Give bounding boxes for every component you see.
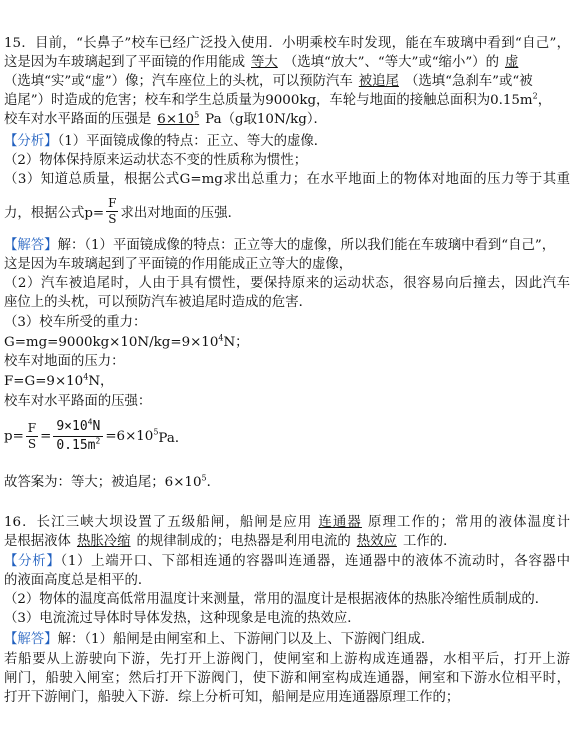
analysis-label: 【分析】: [4, 554, 61, 569]
q16-answer-blank-3: 热效应: [356, 534, 397, 549]
q16-answer-blank-1: 连通器: [318, 515, 362, 530]
q15-solution-line-3: （2）汽车被追尾时，人由于具有惯性，要保持原来的运动状态，很容易向后撞去，因此汽车: [4, 276, 570, 291]
q16-line-2: 是根据液体 热胀冷缩 的规律制成的；电热器是利用电流的 热效应 工作的．: [4, 534, 457, 549]
q15-answer-blank-2: 虚: [504, 55, 519, 70]
q16-line-1: 16．长江三峡大坝设置了五级船闸，船闸是应用 连通器 原理工作的；常用的液体温度计: [4, 515, 570, 530]
q16-solution-line-4: 打开下游闸门，船驶入下游．综上分析可知，船闸是应用连通器原理工作的；: [4, 690, 460, 705]
q16-analysis-line-2: 的液面高度总是相平的．: [4, 573, 152, 588]
q15-analysis-line-3: （3）知道总质量，根据公式G=mg求出总重力；在水平地面上的物体对地面的压力等于其重: [4, 172, 570, 187]
q15-line-2: 这是因为车玻璃起到了平面镜的作用能成 等大 （选填“放大”、“等大”或“缩小”）的 虚: [4, 53, 570, 72]
q15-answer-blank-4: $6\times 10^5$: [157, 110, 200, 127]
q15-line-4: 追尾”）时造成的危害；校车和学生总质量为9000kg，车轮与地面的接触总面积为$0.15m^2$，: [4, 91, 552, 108]
q15-solution-line-1: 【解答】解：（1）平面镜成像的特点：正立等大的虚像，所以我们能在车玻璃中看到“自己”，: [4, 238, 556, 253]
q15-solution-line-8: $F=G=9\times 10^4N$，: [4, 372, 114, 389]
q16-solution-line-1: 【解答】解：（1）船闸是由闸室和上、下游闸门以及上、下游阀门组成．: [4, 632, 435, 647]
fraction-f-over-s: $\frac{F}{S}$: [108, 196, 117, 226]
q15-line-5: 校车对水平路面的压强是 $6\times 10^5$ Pa（g取10N/kg）．: [4, 110, 327, 127]
q15-line-3: （选填“实”或“虚”）像；汽车座位上的头枕，可以预防汽车 被追尾 （选填“急刹车”或“被: [4, 74, 533, 89]
q15-solution-line-7: 校车对地面的压力：: [4, 354, 125, 369]
q15-solution-line-5: （3）校车所受的重力：: [4, 315, 147, 330]
q15-solution-line-6: $G=mg=9000kg\times 10N/kg=9\times 10^4N$；: [4, 333, 249, 350]
q16-analysis-line-3: （2）物体的温度高低常用温度计来测量，常用的温度计是根据液体的热胀冷缩性质制成的．: [4, 592, 549, 607]
q16-analysis-line-4: （3）电流流过导体时导体发热，这种现象是电流的热效应．: [4, 611, 361, 626]
solution-label: 【解答】: [4, 238, 58, 253]
q15-solution-line-4: 座位上的头枕，可以预防汽车被追尾时造成的危害．: [4, 295, 312, 310]
fraction-f-over-s: $\frac{F}{S}$: [27, 421, 37, 451]
q15-solution-line-2: 这是因为车玻璃起到了平面镜的作用能成正立等大的虚像，: [4, 257, 353, 272]
fraction-force-over-area: $\frac{9\times 10^4N}{0.15m^2}$: [53, 418, 103, 455]
q15-line-1: 15．目前，“长鼻子”校车已经广泛投入使用．小明乘校车时发现，能在车玻璃中看到“自己”，: [4, 36, 570, 51]
q15-answer-blank-1: 等大: [251, 55, 278, 70]
analysis-label: 【分析】: [4, 134, 58, 149]
q15-answer-blank-3: 被追尾: [358, 74, 399, 89]
q16-analysis-line-1: 【分析】（1）上端开口、下部相连通的容器叫连通器，连通器中的液体不流动时，各容器中: [4, 554, 570, 569]
q15-analysis-line-4: 力，根据公式p= $\frac{F}{S}$ 求出对地面的压强．: [4, 196, 241, 226]
q15-solution-line-9: 校车对水平路面的压强：: [4, 394, 152, 409]
q16-answer-blank-2: 热胀冷缩: [76, 534, 131, 549]
solution-label: 【解答】: [4, 632, 58, 647]
q15-pressure-formula: p= $\frac{F}{S}$ = $\frac{9\times 10^4N}{0.15m^2}$ $=6\times 10^5Pa$．: [4, 417, 189, 453]
q15-analysis-line-2: （2）物体保持原来运动状态不变的性质称为惯性；: [4, 153, 308, 168]
q15-analysis-line-1: 【分析】（1）平面镜成像的特点：正立、等大的虚像．: [4, 134, 328, 149]
q16-solution-line-3: 闸门，船驶入闸室；然后打开下游阀门，使下游和闸室构成连通器，闸室和下游水位相平时，: [4, 671, 570, 686]
q15-final-answer: 故答案为：等大；被追尾；$6\times 10^5$．: [4, 473, 220, 490]
q16-solution-line-2: 若船要从上游驶向下游，先打开上游阀门，使闸室和上游构成连通器，水相平后，打开上游: [4, 652, 570, 667]
